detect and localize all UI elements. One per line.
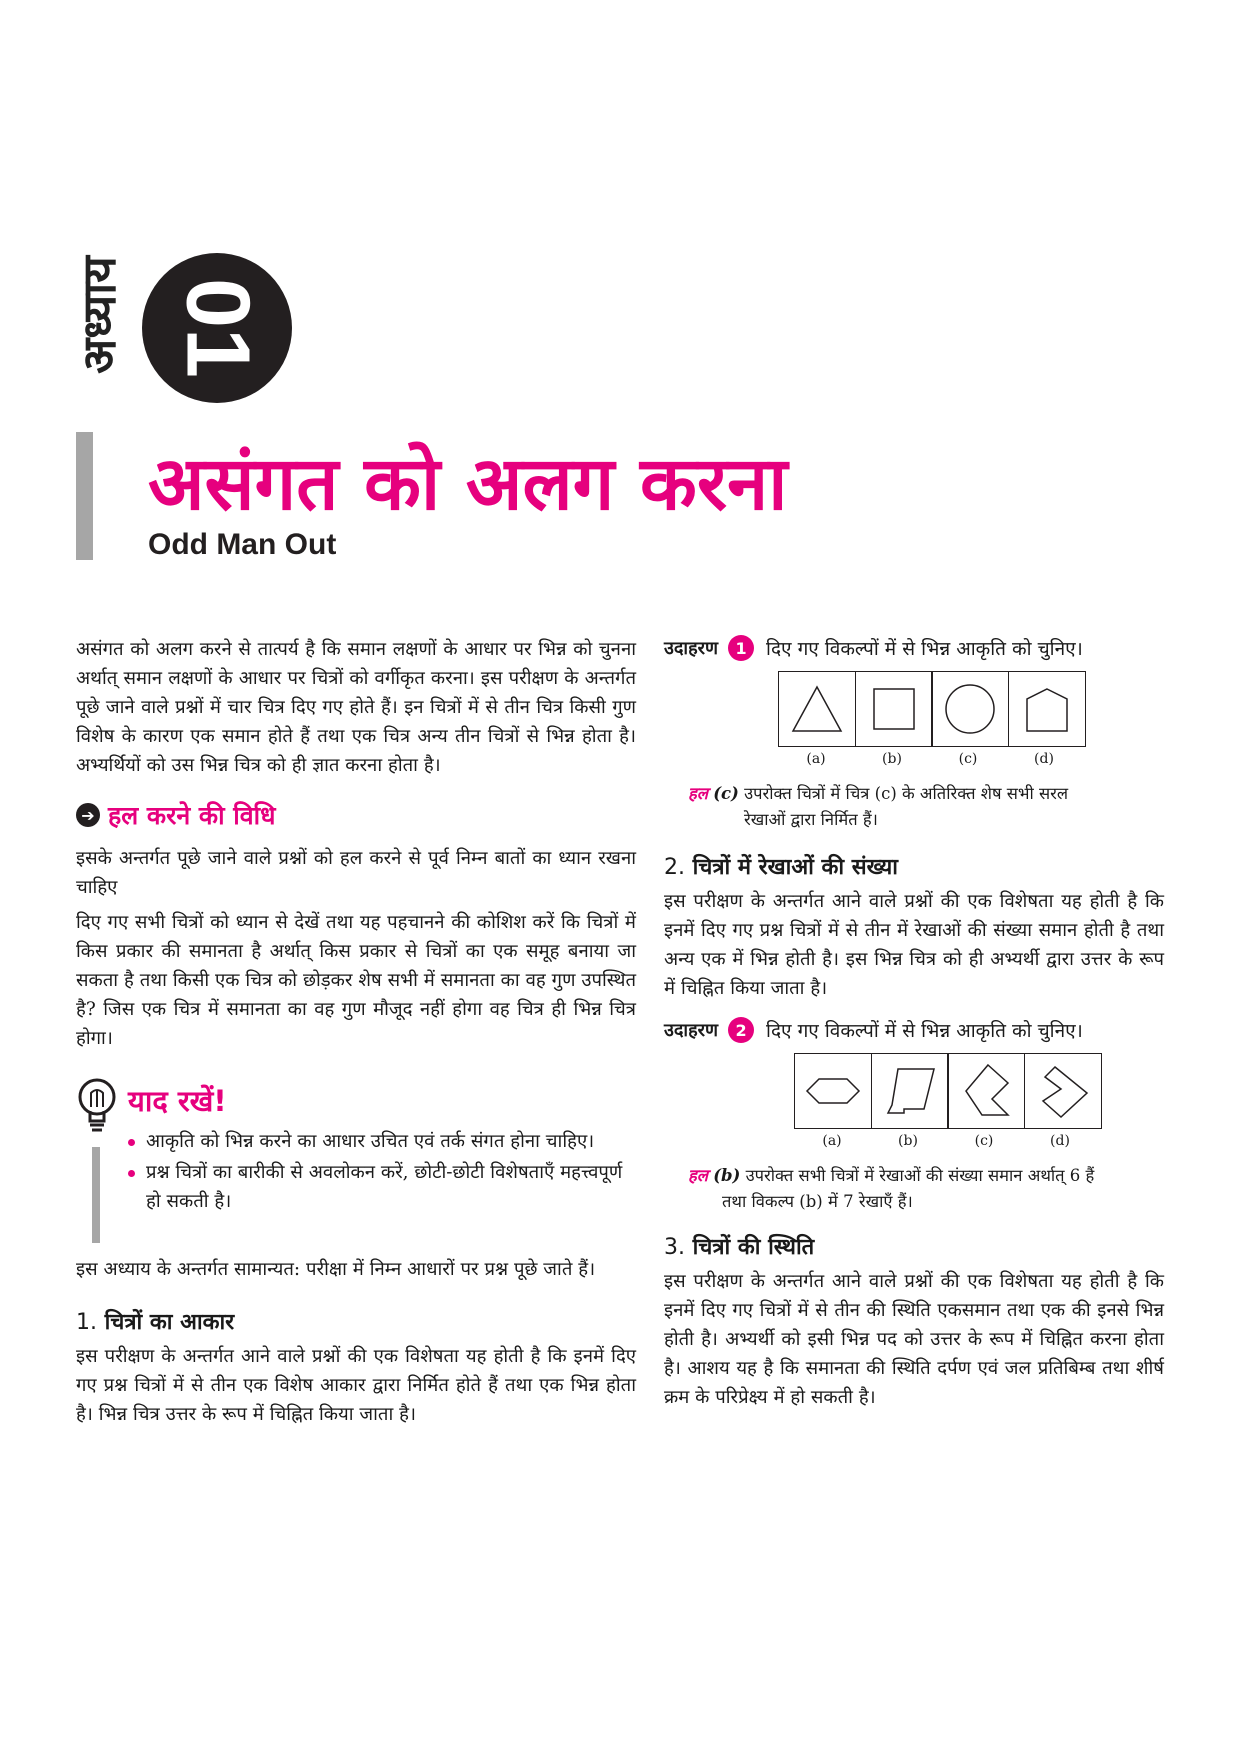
remember-item: प्रश्न चित्रों का बारीकी से अवलोकन करें, छोटी-छोटी विशेषताएँ महत्त्वपूर्ण हो सकती है। — [126, 1158, 626, 1216]
basis-paragraph: इस अध्याय के अन्तर्गत सामान्यत: परीक्षा में निम्न आधारों पर प्रश्न पूछे जाते हैं। — [76, 1259, 596, 1280]
solution-label: हल — [688, 784, 708, 803]
method-paragraph-2: दिए गए सभी चित्रों को ध्यान से देखें तथा यह पहचानने की कोशिश करें कि चित्रों में किस प्रकार की समानता है अर्थात् किस प्रकार से चित्रों का एक समूह बनाया जा सकता है तथा किसी एक चित्र को छोड़कर शेष सभी में समानता का वह गुण उपस्थित है? जिस एक चित्र में समानता का वह गुण मौजूद नहीं होगा वह चित्र ही भिन्न चित्र होगा। — [76, 912, 636, 1049]
solution-answer: (b) — [713, 1166, 741, 1185]
section-1-text: इस परीक्षण के अन्तर्गत आने वाले प्रश्नों की एक विशेषता यह होती है कि इनमें दिए गए प्रश्न चित्रों में से तीन एक विशेष आकार द्वारा निर्मित होते हैं तथा एक भिन्न होता है। भिन्न चित्र उत्तर के रूप में चिह्नित किया जाता है। — [76, 1346, 636, 1425]
figure-option — [871, 1053, 949, 1129]
intro-paragraph: असंगत को अलग करने से तात्पर्य है कि समान लक्षणों के आधार पर भिन्न को चुनना अर्थात् समान लक्षणों के आधार पर चित्रों को वर्गीकृत करना। इस परीक्षण के अन्तर्गत पूछे जाने वाले प्रश्नों में चार चित्र दिए गए होते हैं। इन चित्रों में से तीन चित्र किसी गुण विशेष के कारण एक समान होते हैं तथा एक चित्र अन्य तीन चित्रों से भिन्न होता है। अभ्यर्थियों को उस भिन्न चित्र को ही ज्ञात करना होता है। — [76, 639, 636, 776]
hexagon-figure — [803, 1061, 863, 1121]
method-heading — [76, 798, 636, 832]
solution-text-continued: तथा विकल्प (b) में 7 रेखाएँ हैं। — [722, 1192, 913, 1211]
remember-list — [126, 1127, 626, 1218]
lightbulb-icon — [76, 1077, 122, 1137]
circle-figure — [940, 679, 1000, 739]
chapter-number-text: 01 — [167, 277, 268, 379]
example-1-solution — [688, 781, 1164, 833]
chapter-number-badge — [142, 253, 292, 403]
chapter-word-text: अध्याय — [72, 256, 126, 374]
figure-option — [931, 671, 1009, 747]
rotated-hexagon-figure — [956, 1061, 1016, 1121]
option-label: (c) — [974, 1133, 994, 1149]
section-1-number: 1. — [76, 1310, 97, 1335]
square-figure — [864, 679, 924, 739]
figure-option — [1008, 671, 1086, 747]
chapter-subtitle: Odd Man Out — [148, 528, 337, 561]
remember-box — [76, 1077, 636, 1255]
arrow-right-icon: ➔ — [76, 803, 100, 827]
figure-option — [778, 671, 856, 747]
option-label: (c) — [958, 751, 978, 767]
example-2-labels — [794, 1133, 1164, 1149]
example-question-text: दिए गए विकल्पों में से भिन्न आकृति को चुनिए। — [766, 638, 1083, 660]
pentagon-figure — [1017, 679, 1077, 739]
example-number-badge: 1 — [728, 635, 754, 661]
example-1-figures — [778, 671, 1164, 747]
solution-answer: (c) — [713, 784, 739, 803]
method-heading-text: हल करने की विधि — [108, 801, 276, 830]
option-label: (d) — [1050, 1133, 1070, 1149]
right-column — [664, 635, 1164, 1412]
example-number-badge: 2 — [728, 1017, 754, 1043]
section-3-heading — [664, 1231, 1164, 1261]
option-label: (a) — [822, 1133, 842, 1149]
remember-item: आकृति को भिन्न करने का आधार उचित एवं तर्क संगत होना चाहिए। — [126, 1127, 626, 1156]
solution-text: उपरोक्त सभी चित्रों में रेखाओं की संख्या समान अर्थात् 6 हैं — [745, 1166, 1095, 1185]
figure-option — [855, 671, 933, 747]
left-column — [76, 635, 636, 1429]
section-1-title: चित्रों का आकार — [104, 1310, 235, 1335]
example-1-question — [664, 635, 1164, 661]
section-3-text: इस परीक्षण के अन्तर्गत आने वाले प्रश्नों की एक विशेषता यह होती है कि इनमें दिए गए चित्रों में से तीन की स्थिति एकसमान तथा एक की इनसे भिन्न होती है। अभ्यर्थी को इसी भिन्न पद को उत्तर के रूप में चिह्नित करना होता है। आशय यह है कि समानता की स्थिति दर्पण एवं जल प्रतिबिम्ब तथा शीर्ष क्रम के परिप्रेक्ष्य में हो सकती है। — [664, 1271, 1164, 1408]
section-3-number: 3. — [664, 1235, 685, 1260]
figure-option — [1024, 1053, 1102, 1129]
example-2-question — [664, 1017, 1164, 1043]
option-label: (b) — [882, 751, 902, 767]
heptagon-figure — [880, 1061, 940, 1121]
option-label: (a) — [806, 751, 826, 767]
mirrored-hexagon-figure — [1033, 1061, 1093, 1121]
example-2-solution — [688, 1163, 1164, 1215]
figure-option — [794, 1053, 872, 1129]
section-2-number: 2. — [664, 855, 685, 880]
section-1-heading — [76, 1306, 636, 1336]
option-label: (b) — [898, 1133, 918, 1149]
example-label: उदाहरण — [664, 638, 719, 659]
remember-title: याद रखें! — [128, 1084, 227, 1118]
section-2-heading — [664, 851, 1164, 881]
solution-text-continued: रेखाओं द्वारा निर्मित हैं। — [744, 810, 878, 829]
title-accent-bar — [76, 432, 93, 560]
figure-option — [947, 1053, 1025, 1129]
example-question-text: दिए गए विकल्पों में से भिन्न आकृति को चुनिए। — [766, 1020, 1083, 1042]
section-3-title: चित्रों की स्थिति — [692, 1235, 815, 1260]
option-label: (d) — [1034, 751, 1054, 767]
triangle-figure — [787, 679, 847, 739]
chapter-title: असंगत को अलग करना — [148, 441, 788, 527]
example-1-labels — [778, 751, 1164, 767]
solution-label: हल — [688, 1166, 708, 1185]
section-2-text: इस परीक्षण के अन्तर्गत आने वाले प्रश्नों की एक विशेषता यह होती है कि इनमें दिए गए प्रश्न चित्रों में से तीन में रेखाओं की संख्या समान होती है तथा अन्य एक में भिन्न होती है। इस भिन्न चित्र को ही अभ्यर्थी द्वारा उत्तर के रूप में चिह्नित किया जाता है। — [664, 891, 1164, 999]
example-2-figures — [794, 1053, 1164, 1129]
solution-text: उपरोक्त चित्रों में चित्र (c) के अतिरिक्त शेष सभी सरल — [744, 784, 1069, 803]
remember-accent-bar — [92, 1147, 100, 1243]
section-2-title: चित्रों में रेखाओं की संख्या — [692, 855, 898, 880]
method-paragraph-1: इसके अन्तर्गत पूछे जाने वाले प्रश्नों को हल करने से पूर्व निम्न बातों का ध्यान रखना चाहिए — [76, 848, 636, 898]
example-label: उदाहरण — [664, 1020, 719, 1041]
chapter-word — [68, 240, 128, 390]
